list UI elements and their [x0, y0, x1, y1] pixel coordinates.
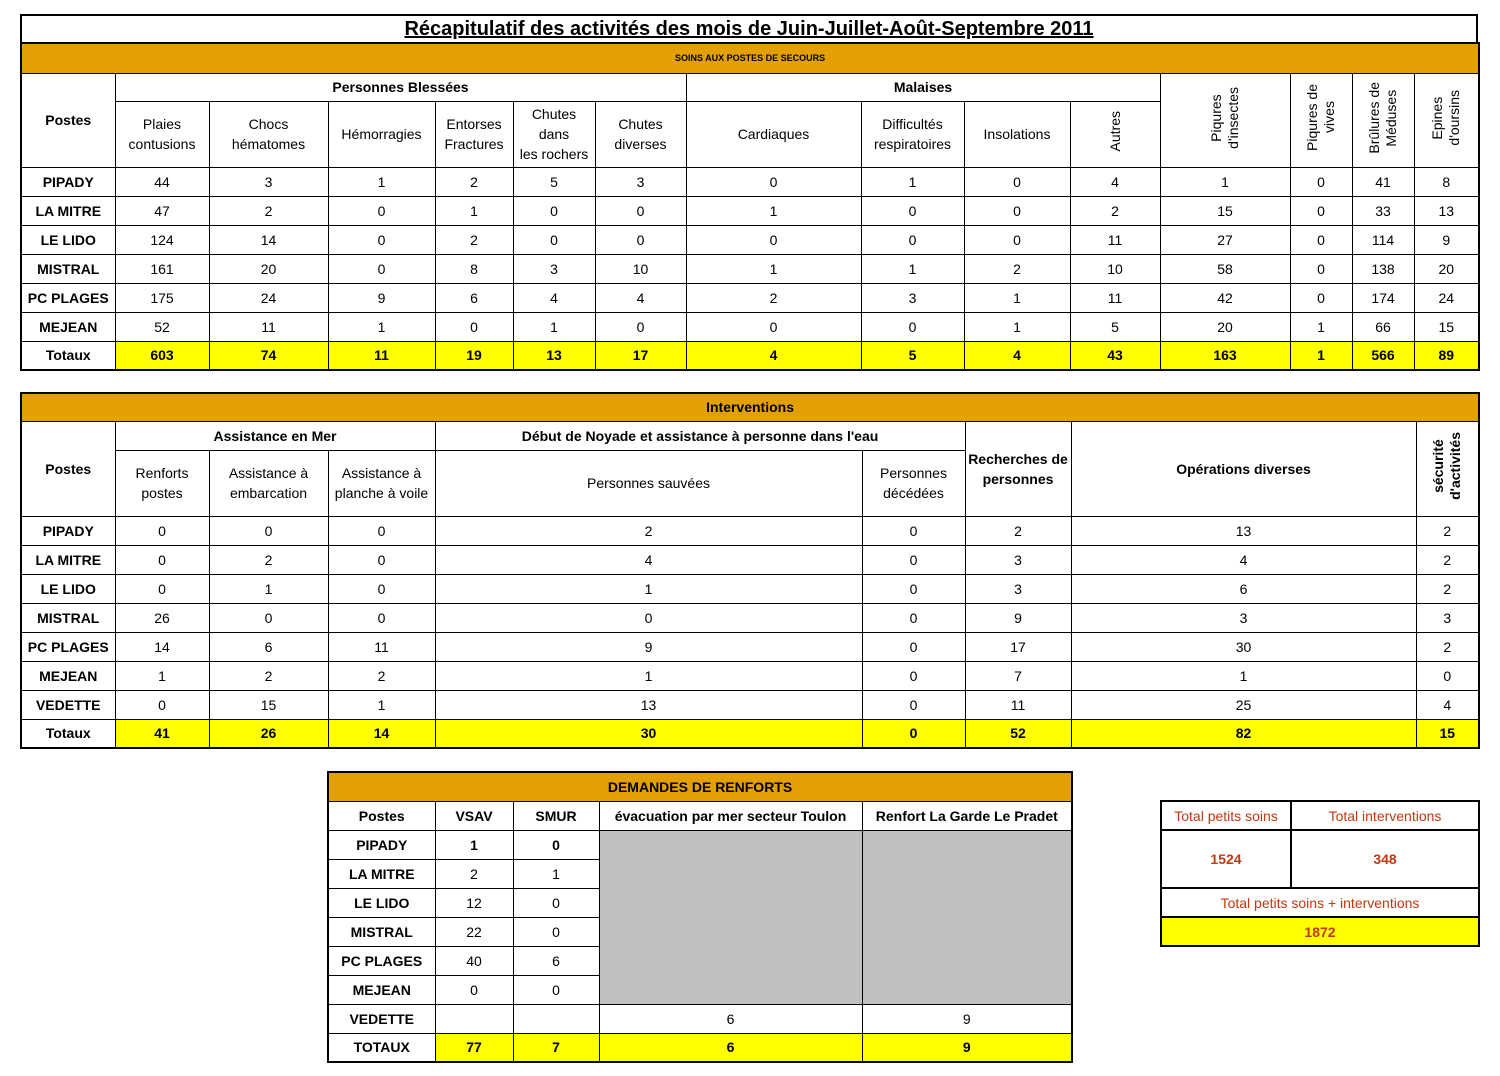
- total-cell: 17: [595, 341, 686, 370]
- value-cell: 4: [1416, 690, 1479, 719]
- poste-name: LE LIDO: [328, 888, 435, 917]
- value-cell: 2: [965, 516, 1071, 545]
- table-row: [21, 632, 1479, 661]
- value-cell: 1: [513, 312, 595, 341]
- poste-name: MEJEAN: [21, 312, 115, 341]
- value-cell: 7: [965, 661, 1071, 690]
- total-cell: 26: [209, 719, 328, 748]
- value-cell: 30: [1071, 632, 1416, 661]
- value-cell: 5: [1070, 312, 1160, 341]
- table-row: [21, 312, 1479, 341]
- smur-cell: 0: [513, 917, 599, 946]
- value-cell: 1: [964, 312, 1070, 341]
- value-cell: 0: [862, 690, 965, 719]
- group-malaises: Malaises: [686, 73, 1160, 101]
- value-cell: 174: [1352, 283, 1414, 312]
- value-cell: 0: [861, 312, 964, 341]
- value-cell: 15: [1414, 312, 1479, 341]
- value-cell: 9: [328, 283, 435, 312]
- totals-label: TOTAUX: [328, 1033, 435, 1062]
- total-cell: 5: [861, 341, 964, 370]
- value-cell: 26: [115, 603, 209, 632]
- vedette-row: [328, 1004, 1072, 1033]
- col-piqures-insectes: [1160, 73, 1290, 167]
- value-cell: 1: [328, 312, 435, 341]
- value-cell: 1: [1160, 167, 1290, 196]
- value-cell: 0: [862, 661, 965, 690]
- value-cell: 0: [1290, 196, 1352, 225]
- renforts-table: [327, 771, 1073, 1063]
- value-cell: 3: [965, 545, 1071, 574]
- value-cell: 0: [1290, 283, 1352, 312]
- value-cell: 0: [861, 196, 964, 225]
- col-renforts: Renforts postes: [115, 450, 209, 516]
- col-epines: [1414, 73, 1479, 167]
- value-cell: 27: [1160, 225, 1290, 254]
- value-cell: 2: [328, 661, 435, 690]
- value-cell: 47: [115, 196, 209, 225]
- total-cell: 77: [435, 1033, 513, 1062]
- value-cell: 2: [1070, 196, 1160, 225]
- value-cell: 2: [1416, 516, 1479, 545]
- value-cell: 0: [862, 574, 965, 603]
- value-cell: 3: [965, 574, 1071, 603]
- total-cell: 43: [1070, 341, 1160, 370]
- value-cell: 0: [862, 603, 965, 632]
- value-cell: 3: [861, 283, 964, 312]
- vsav-cell: 12: [435, 888, 513, 917]
- value-cell: 11: [209, 312, 328, 341]
- soins-banner: SOINS AUX POSTES DE SECOURS: [21, 43, 1479, 73]
- table-row: [21, 283, 1479, 312]
- smur-cell: 0: [513, 888, 599, 917]
- poste-name: MEJEAN: [21, 661, 115, 690]
- value-cell: 10: [1070, 254, 1160, 283]
- value-cell: 20: [1414, 254, 1479, 283]
- total-cell: 15: [1416, 719, 1479, 748]
- total-petits-soins-value: 1524: [1161, 830, 1291, 888]
- col-hemorragies: Hémorragies: [328, 101, 435, 167]
- col-smur: SMUR: [513, 801, 599, 830]
- header-label: Piqures de vives: [1304, 84, 1337, 151]
- value-cell: 3: [1416, 603, 1479, 632]
- value-cell: 1: [435, 661, 862, 690]
- value-cell: 6: [209, 632, 328, 661]
- value-cell: 2: [435, 167, 513, 196]
- table-row: [21, 603, 1479, 632]
- interventions-banner: Interventions: [21, 393, 1479, 421]
- header-label: Autres: [1106, 111, 1123, 152]
- poste-name: MEJEAN: [328, 975, 435, 1004]
- vsav-cell: [435, 1004, 513, 1033]
- page-title: Récapitulatif des activités des mois de Juin-Juillet-Août-Septembre 2011: [20, 14, 1478, 42]
- col-brulures: [1352, 73, 1414, 167]
- total-cell: 52: [965, 719, 1071, 748]
- value-cell: 4: [595, 283, 686, 312]
- value-cell: 8: [435, 254, 513, 283]
- value-cell: 124: [115, 225, 209, 254]
- value-cell: 1: [861, 254, 964, 283]
- col-recherches: Recherches de personnes: [965, 421, 1071, 516]
- value-cell: 0: [862, 516, 965, 545]
- value-cell: 58: [1160, 254, 1290, 283]
- value-cell: 1: [115, 661, 209, 690]
- value-cell: 11: [1070, 283, 1160, 312]
- value-cell: 0: [328, 225, 435, 254]
- value-cell: 42: [1160, 283, 1290, 312]
- col-cardiaques: Cardiaques: [686, 101, 861, 167]
- col-sauvees: Personnes sauvées: [435, 450, 862, 516]
- poste-name: LA MITRE: [328, 859, 435, 888]
- value-cell: 0: [686, 312, 861, 341]
- value-cell: 11: [328, 632, 435, 661]
- value-cell: 9: [435, 632, 862, 661]
- table-row: [21, 690, 1479, 719]
- table-row: [21, 254, 1479, 283]
- value-cell: 0: [686, 225, 861, 254]
- col-postes: Postes: [328, 801, 435, 830]
- table-row: [21, 516, 1479, 545]
- value-cell: 2: [964, 254, 1070, 283]
- col-renfort-garde: Renfort La Garde Le Pradet: [862, 801, 1072, 830]
- value-cell: 2: [435, 516, 862, 545]
- total-cell: 89: [1414, 341, 1479, 370]
- value-cell: 0: [435, 312, 513, 341]
- total-cell: 6: [599, 1033, 862, 1062]
- value-cell: 2: [435, 225, 513, 254]
- value-cell: 15: [1160, 196, 1290, 225]
- value-cell: 2: [209, 196, 328, 225]
- col-chutes-diverses: Chutes diverses: [595, 101, 686, 167]
- col-insolations: Insolations: [964, 101, 1070, 167]
- total-cell: 4: [964, 341, 1070, 370]
- header-label: Epines d'oursins: [1429, 89, 1463, 146]
- value-cell: 44: [115, 167, 209, 196]
- value-cell: 0: [595, 312, 686, 341]
- value-cell: 1: [686, 196, 861, 225]
- poste-name: PIPADY: [21, 167, 115, 196]
- poste-name: PIPADY: [21, 516, 115, 545]
- value-cell: 13: [1071, 516, 1416, 545]
- value-cell: 0: [1416, 661, 1479, 690]
- total-cell: 13: [513, 341, 595, 370]
- value-cell: 1: [1290, 312, 1352, 341]
- value-cell: 2: [209, 545, 328, 574]
- total-cell: 30: [435, 719, 862, 748]
- totals-row: [21, 341, 1479, 370]
- value-cell: 2: [209, 661, 328, 690]
- evacuation-cell: 6: [599, 1004, 862, 1033]
- value-cell: 0: [328, 254, 435, 283]
- total-cell: 7: [513, 1033, 599, 1062]
- value-cell: 0: [115, 545, 209, 574]
- value-cell: 1: [686, 254, 861, 283]
- value-cell: 24: [209, 283, 328, 312]
- value-cell: 0: [435, 603, 862, 632]
- col-evacuation: évacuation par mer secteur Toulon: [599, 801, 862, 830]
- col-vsav: VSAV: [435, 801, 513, 830]
- total-cell: 41: [115, 719, 209, 748]
- value-cell: 0: [115, 690, 209, 719]
- value-cell: 0: [115, 574, 209, 603]
- vsav-cell: 2: [435, 859, 513, 888]
- totals-row: [21, 719, 1479, 748]
- value-cell: 0: [209, 603, 328, 632]
- value-cell: 0: [964, 225, 1070, 254]
- totals-label: Totaux: [21, 719, 115, 748]
- poste-name: MISTRAL: [328, 917, 435, 946]
- smur-cell: [513, 1004, 599, 1033]
- value-cell: 0: [1290, 225, 1352, 254]
- value-cell: 13: [1414, 196, 1479, 225]
- total-cell: 603: [115, 341, 209, 370]
- col-chocs: Chocs hématomes: [209, 101, 328, 167]
- interventions-table: [20, 392, 1480, 749]
- value-cell: 1: [435, 196, 513, 225]
- total-combined-label: Total petits soins + interventions: [1161, 888, 1479, 917]
- value-cell: 1: [1071, 661, 1416, 690]
- table-row: [21, 167, 1479, 196]
- value-cell: 13: [435, 690, 862, 719]
- total-cell: 19: [435, 341, 513, 370]
- value-cell: 24: [1414, 283, 1479, 312]
- value-cell: 6: [1071, 574, 1416, 603]
- value-cell: 0: [686, 167, 861, 196]
- value-cell: 0: [328, 516, 435, 545]
- value-cell: 2: [1416, 545, 1479, 574]
- poste-name: PIPADY: [328, 830, 435, 859]
- value-cell: 0: [328, 196, 435, 225]
- poste-name: PC PLAGES: [328, 946, 435, 975]
- vsav-cell: 1: [435, 830, 513, 859]
- value-cell: 0: [862, 632, 965, 661]
- smur-cell: 1: [513, 859, 599, 888]
- col-operations: Opérations diverses: [1071, 421, 1416, 516]
- value-cell: 17: [965, 632, 1071, 661]
- col-chutes-rochers: Chutes dans les rochers: [513, 101, 595, 167]
- table-row: [21, 661, 1479, 690]
- value-cell: 138: [1352, 254, 1414, 283]
- value-cell: 52: [115, 312, 209, 341]
- total-cell: 82: [1071, 719, 1416, 748]
- value-cell: 161: [115, 254, 209, 283]
- value-cell: 14: [115, 632, 209, 661]
- poste-name: MISTRAL: [21, 603, 115, 632]
- table-row: [21, 545, 1479, 574]
- col-autres: [1070, 101, 1160, 167]
- poste-name: PC PLAGES: [21, 632, 115, 661]
- total-cell: 163: [1160, 341, 1290, 370]
- table-row: [21, 225, 1479, 254]
- value-cell: 0: [861, 225, 964, 254]
- value-cell: 9: [1414, 225, 1479, 254]
- value-cell: 1: [328, 690, 435, 719]
- poste-name: LA MITRE: [21, 196, 115, 225]
- value-cell: 0: [328, 603, 435, 632]
- value-cell: 6: [435, 283, 513, 312]
- value-cell: 0: [964, 196, 1070, 225]
- value-cell: 0: [209, 516, 328, 545]
- value-cell: 15: [209, 690, 328, 719]
- postes-header: Postes: [21, 73, 115, 167]
- col-plaies: Plaies contusions: [115, 101, 209, 167]
- value-cell: 4: [1070, 167, 1160, 196]
- value-cell: 20: [1160, 312, 1290, 341]
- value-cell: 3: [209, 167, 328, 196]
- value-cell: 2: [1416, 574, 1479, 603]
- value-cell: 20: [209, 254, 328, 283]
- value-cell: 0: [595, 225, 686, 254]
- value-cell: 5: [513, 167, 595, 196]
- value-cell: 3: [513, 254, 595, 283]
- total-cell: 4: [686, 341, 861, 370]
- value-cell: 3: [1071, 603, 1416, 632]
- value-cell: 0: [513, 196, 595, 225]
- value-cell: 14: [209, 225, 328, 254]
- col-piqures-vives: [1290, 73, 1352, 167]
- total-cell: 9: [862, 1033, 1072, 1062]
- value-cell: 0: [328, 574, 435, 603]
- value-cell: 4: [1071, 545, 1416, 574]
- value-cell: 9: [965, 603, 1071, 632]
- poste-name: VEDETTE: [21, 690, 115, 719]
- total-cell: 0: [862, 719, 965, 748]
- value-cell: 0: [1290, 254, 1352, 283]
- table-row: [21, 574, 1479, 603]
- table-row: [21, 196, 1479, 225]
- value-cell: 0: [1290, 167, 1352, 196]
- poste-name: MISTRAL: [21, 254, 115, 283]
- value-cell: 0: [595, 196, 686, 225]
- value-cell: 114: [1352, 225, 1414, 254]
- value-cell: 0: [964, 167, 1070, 196]
- value-cell: 25: [1071, 690, 1416, 719]
- renfort-empty-block: [862, 830, 1072, 1004]
- renfort-cell: 9: [862, 1004, 1072, 1033]
- group-blessees: Personnes Blessées: [115, 73, 686, 101]
- col-planche: Assistance à planche à voile: [328, 450, 435, 516]
- poste-name: VEDETTE: [328, 1004, 435, 1033]
- value-cell: 1: [861, 167, 964, 196]
- header-label: Piqures d'insectes: [1208, 86, 1241, 149]
- value-cell: 2: [686, 283, 861, 312]
- total-petits-soins-label: Total petits soins: [1161, 801, 1291, 830]
- value-cell: 1: [328, 167, 435, 196]
- value-cell: 2: [1416, 632, 1479, 661]
- value-cell: 11: [1070, 225, 1160, 254]
- header-label: sécurité d'activités: [1430, 432, 1464, 500]
- total-cell: 11: [328, 341, 435, 370]
- value-cell: 0: [862, 545, 965, 574]
- vsav-cell: 22: [435, 917, 513, 946]
- col-securite: [1416, 421, 1479, 516]
- group-assistance-mer: Assistance en Mer: [115, 421, 435, 450]
- col-difficultes: Difficultés respiratoires: [861, 101, 964, 167]
- value-cell: 175: [115, 283, 209, 312]
- total-cell: 74: [209, 341, 328, 370]
- total-interventions-value: 348: [1291, 830, 1479, 888]
- total-cell: 1: [1290, 341, 1352, 370]
- col-entorses: Entorses Fractures: [435, 101, 513, 167]
- total-interventions-label: Total interventions: [1291, 801, 1479, 830]
- poste-name: LE LIDO: [21, 574, 115, 603]
- col-decedees: Personnes décédées: [862, 450, 965, 516]
- vsav-cell: 0: [435, 975, 513, 1004]
- smur-cell: 6: [513, 946, 599, 975]
- evacuation-empty-block: [599, 830, 862, 1004]
- total-cell: 14: [328, 719, 435, 748]
- value-cell: 0: [115, 516, 209, 545]
- value-cell: 66: [1352, 312, 1414, 341]
- value-cell: 11: [965, 690, 1071, 719]
- value-cell: 33: [1352, 196, 1414, 225]
- group-noyade: Début de Noyade et assistance à personne dans l'eau: [435, 421, 965, 450]
- smur-cell: 0: [513, 830, 599, 859]
- value-cell: 41: [1352, 167, 1414, 196]
- col-embarcation: Assistance à embarcation: [209, 450, 328, 516]
- smur-cell: 0: [513, 975, 599, 1004]
- poste-name: LA MITRE: [21, 545, 115, 574]
- poste-name: LE LIDO: [21, 225, 115, 254]
- value-cell: 1: [209, 574, 328, 603]
- value-cell: 3: [595, 167, 686, 196]
- value-cell: 4: [513, 283, 595, 312]
- value-cell: 1: [964, 283, 1070, 312]
- value-cell: 8: [1414, 167, 1479, 196]
- soins-table: [20, 42, 1480, 371]
- table-row: [328, 830, 1072, 859]
- summary-table: [1160, 800, 1480, 947]
- vsav-cell: 40: [435, 946, 513, 975]
- header-label: Brûlures de Méduses: [1366, 81, 1399, 154]
- totals-row: [328, 1033, 1072, 1062]
- total-combined-value: 1872: [1161, 917, 1479, 946]
- total-cell: 566: [1352, 341, 1414, 370]
- value-cell: 0: [328, 545, 435, 574]
- postes-header: Postes: [21, 421, 115, 516]
- value-cell: 1: [435, 574, 862, 603]
- poste-name: PC PLAGES: [21, 283, 115, 312]
- value-cell: 10: [595, 254, 686, 283]
- value-cell: 4: [435, 545, 862, 574]
- renforts-banner: DEMANDES DE RENFORTS: [328, 772, 1072, 801]
- totals-label: Totaux: [21, 341, 115, 370]
- value-cell: 0: [513, 225, 595, 254]
